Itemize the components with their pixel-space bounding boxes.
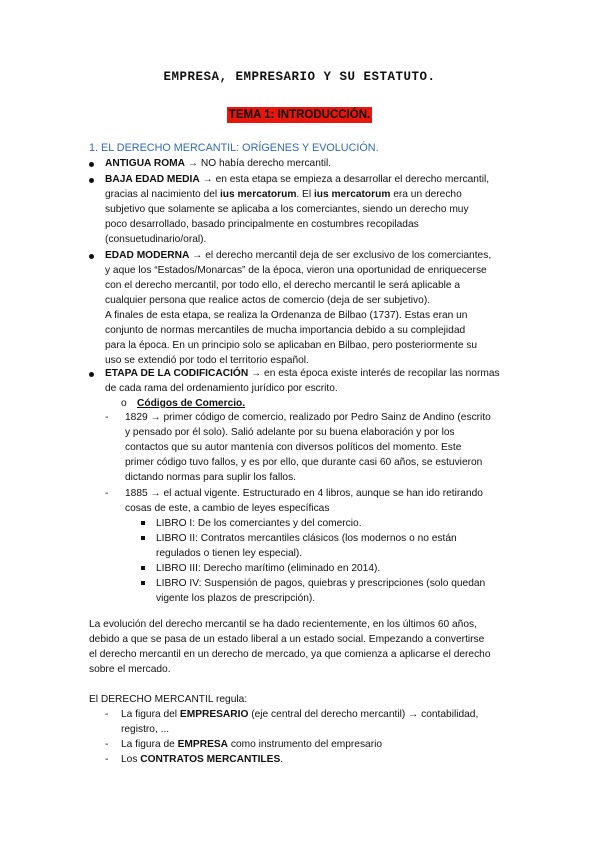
bullet-baja-edad-media: BAJA EDAD MEDIA → en esta etapa se empieza a desarrollar el derecho mercantil, gracias al nacimiento del ius mercatorum. El ius mercatorum era un derecho subjetivo que solamente se aplicaba a los comerciantes, siendo un derecho muy poco desarrollado, basado principalmente en costumbres recopiladas (consuetudinario/oral).: [0, 172, 599, 247]
document-title: EMPRESA, EMPRESARIO Y SU ESTATUTO.: [163, 70, 436, 84]
square-bullet: [141, 536, 145, 540]
square-bullet: [141, 566, 145, 570]
dash-marker: -: [105, 412, 109, 423]
dash-marker: -: [105, 709, 109, 720]
dash-marker: -: [105, 488, 109, 499]
evolucion-paragraph: La evolución del derecho mercantil se ha dado recientemente, en los últimos 60 años, debido a que se pasa de un estado liberal a un estado social. Empezando a convertirse el derecho mercantil en un derecho de mercado, ya que comienza a aplicarse el derecho sobre el mercado.: [89, 619, 491, 675]
tema-heading: TEMA 1: INTRODUCCIÓN.: [228, 109, 371, 121]
bullet-dot: [89, 162, 94, 167]
bullet-edad-moderna: EDAD MODERNA → el derecho mercantil deja de ser exclusivo de los comerciantes, y aque los “Estados/Monarcas” de la época, vieron una oportunidad de enriquecerse con el derecho mercantil, por todo ello, el derecho mercantil le será aplicable a cualquier persona que realice actos de comercio (deja de ser subjetivo). A finales de esta etapa, se realiza la Ordenanza de Bilbao (1737). Estas eran un conjunto de normas mercantiles de mucha importancia debido a su complejidad para la época. En un principio solo se aplicaban en Bilbao, pero posteriormente su uso se extendió por todo el territorio español.: [0, 248, 599, 368]
bullet-codificacion: ETAPA DE LA CODIFICACIÓN → en esta época existe interés de recopilar las normas de cada rama del ordenamiento jurídico por escrito.: [0, 366, 599, 396]
bullet-dot: [89, 372, 94, 377]
document-page: EMPRESA, EMPRESARIO Y SU ESTATUTO. TEMA 1: INTRODUCCIÓN. 1. EL DERECHO MERCANTIL: ORÍGENES Y EVOLUCIÓN. ANTIGUA ROMA → NO había derecho mercantil. BAJA EDAD MEDIA → en esta etapa se empieza a desarrollar el derecho mercantil, gracias al nacimiento del ius mercatorum. El ius mercatorum era un derecho subjetivo que solamente se aplicaba a los comerciantes, siendo un derecho muy poco desarrollado, basado principalmente en costumbres recopiladas (consuetudinario/oral). EDAD MODERNA → el derecho mercantil deja de ser exclusivo de los comerciantes, y aque los “Estados/Monarcas” de la época, vieron una oportunidad de enriquecerse con el derecho mercantil, por todo ello, el derecho mercantil le será aplicable a cualquier persona que realice actos de comercio (deja de ser subjetivo). A finales de esta etapa, se realiza la Ordenanza de Bilbao (1737). Estas eran un conjunto de normas mercantiles de mucha importancia debido a su complejidad para la época. En un principio solo se aplicaban en Bilbao, pero posteriormente su uso se extendió por todo el territorio español. ETAPA DE LA CODIFICACIÓN → en esta época existe interés de recopilar las normas de cada rama del ordenamiento jurídico por escrito. o Códigos de Comercio. - 1829 → primer código de comercio, realizado por Pedro Sainz de Andino (escrito y pensado por él solo). Salió adelante por su buena elaboración y por los contactos que su autor mantenía con diversos políticos del momento. Este primer código tuvo fallos, y es por ello, que durante casi 60 años, se estuvieron dictando normas para suplir los fallos. - 1885 → el actual vigente. Estructurado en 4 libros, aunque se han ido retirando cosas de este, a cambio de leyes específicas LIBRO I: De los comerciantes y del comercio. LIBRO II: Contratos mercantiles clásicos (los modernos o no están regulados o tienen ley especial). LIBRO III: Derecho marítimo (eliminado en 2014). LIBRO IV: Suspensión de pagos, quiebras y prescripciones (solo quedan vigente los plazos de prescripción). La evolución del derecho mercantil se ha dado recientemente, en los últimos 60 años, debido a que se pasa de un estado liberal a un estado social. Empezando a convertirse el derecho mercantil en un derecho de mercado, ya que comienza a aplicarse el derecho sobre el mercado. El DERECHO MERCANTIL regula: - La figura del EMPRESARIO (eje central del derecho mercantil) → contabilidad, registro, ... - La figura de EMPRESA como instrumento del empresario - Los CONTRATOS MERCANTILES.: [0, 0, 599, 848]
dash-marker: -: [105, 754, 109, 765]
list-marker-o: o: [121, 398, 127, 409]
bullet-dot: [89, 178, 94, 183]
square-bullet: [141, 521, 145, 525]
dash-marker: -: [105, 739, 109, 750]
bullet-antigua-roma: ANTIGUA ROMA → NO había derecho mercantil.: [0, 156, 599, 171]
section-heading: 1. EL DERECHO MERCANTIL: ORÍGENES Y EVOLUCIÓN.: [89, 142, 379, 154]
bullet-dot: [89, 254, 94, 259]
square-bullet: [141, 581, 145, 585]
regula-intro: El DERECHO MERCANTIL regula:: [89, 694, 248, 705]
